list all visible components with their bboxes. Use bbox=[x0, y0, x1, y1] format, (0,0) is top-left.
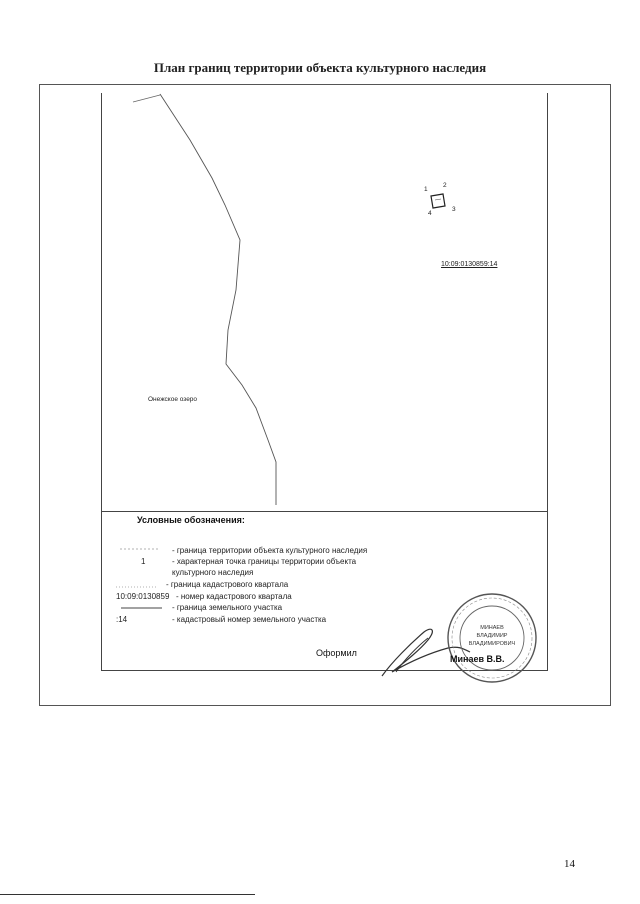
point-label-3: 3 bbox=[452, 206, 456, 213]
cadastral-quarter-label: 10:09:0130859:14 bbox=[441, 261, 498, 268]
signature-scribble bbox=[382, 629, 470, 676]
svg-text:МИНАЕВ: МИНАЕВ bbox=[480, 625, 504, 631]
legend-symbol-quarter-number: 10:09:0130859 bbox=[116, 592, 170, 601]
point-label-1: 1 bbox=[424, 186, 428, 193]
page-number: 14 bbox=[564, 858, 575, 870]
signer-name: Минаев В.В. bbox=[450, 654, 505, 664]
point-label-4: 4 bbox=[428, 210, 432, 217]
legend-symbol-point: 1 bbox=[141, 557, 146, 566]
legend-item-quarter-boundary: - граница кадастрового квартала bbox=[166, 580, 289, 589]
legend-item-boundary: - граница территории объекта культурного наследия bbox=[172, 546, 368, 555]
legend-item-parcel-number: - кадастровый номер земельного участка bbox=[172, 615, 327, 624]
legend-item-point-cont: культурного наследия bbox=[172, 568, 254, 577]
lake-label: Онежское озеро bbox=[148, 396, 198, 403]
legend-item-point: - характерная точка границы территории объекта bbox=[172, 557, 357, 566]
svg-text:ВЛАДИМИР: ВЛАДИМИР bbox=[476, 633, 508, 639]
legend-item-quarter-number: - номер кадастрового квартала bbox=[176, 592, 292, 601]
shoreline bbox=[160, 94, 276, 505]
footer-rule bbox=[0, 894, 255, 895]
legend-title: Условные обозначения: bbox=[137, 515, 245, 525]
map-stub-line bbox=[133, 95, 160, 102]
point-label-2: 2 bbox=[443, 182, 447, 189]
page-title: План границ территории объекта культурного наследия bbox=[153, 60, 487, 75]
signed-by-label: Оформил bbox=[316, 648, 357, 658]
svg-text:ВЛАДИМИРОВИЧ: ВЛАДИМИРОВИЧ bbox=[468, 641, 516, 647]
legend-item-parcel-boundary: - граница земельного участка bbox=[172, 603, 283, 612]
object-boundary bbox=[431, 194, 445, 208]
stamp bbox=[448, 594, 536, 682]
legend-symbol-parcel-number: :14 bbox=[116, 615, 128, 624]
